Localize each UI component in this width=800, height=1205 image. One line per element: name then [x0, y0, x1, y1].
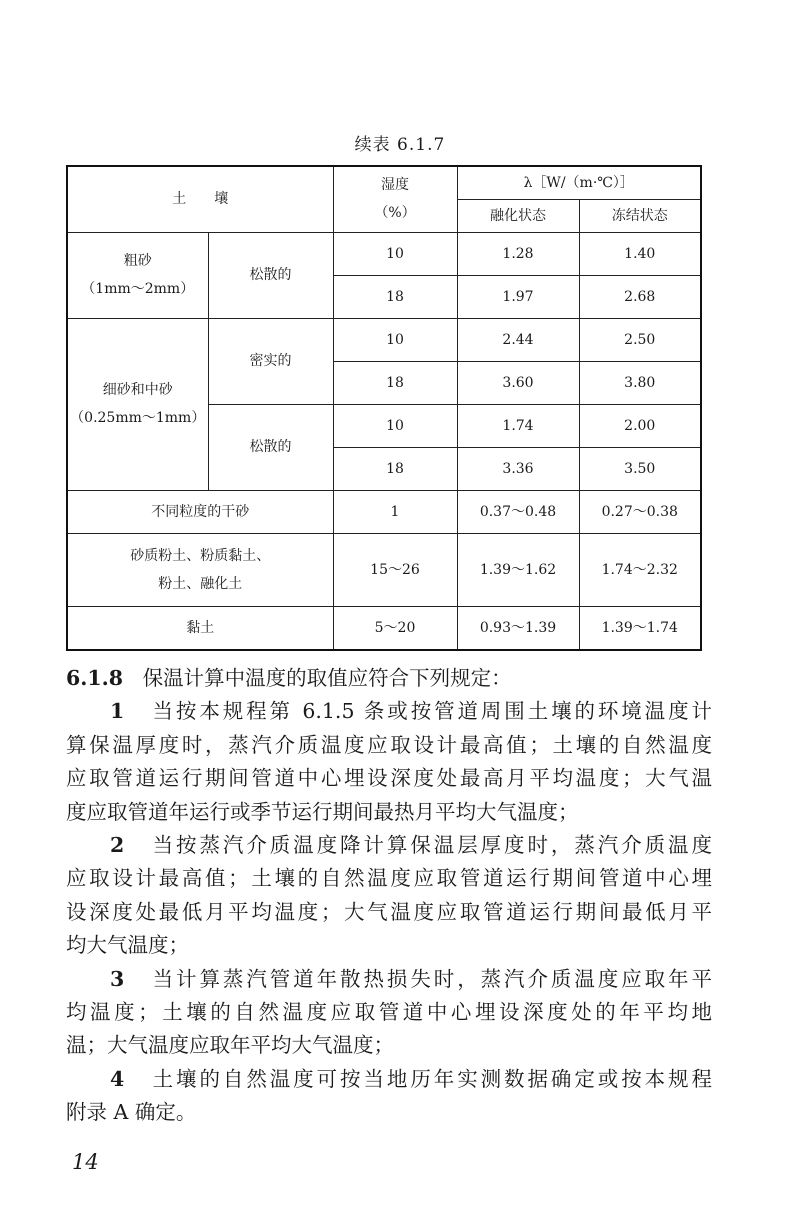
grain-range: （0.25mm～1mm）	[70, 410, 206, 426]
fine-sand-dense-state: 密实的	[208, 318, 333, 404]
cell: 1.39～1.74	[579, 606, 701, 650]
cell: 1	[333, 490, 457, 533]
cell: 2.68	[579, 275, 701, 318]
section-heading	[66, 662, 712, 695]
cell: 1.39～1.62	[457, 533, 579, 606]
clause-1-first-line	[66, 695, 712, 728]
soil-name: 细砂和中砂	[102, 382, 173, 398]
cell: 18	[333, 275, 457, 318]
cell: 1.40	[579, 232, 701, 275]
silty-soil-name	[67, 533, 333, 606]
clause-text: 当按蒸汽介质温度降计算保温层厚度时，蒸汽介质温度	[152, 833, 712, 858]
humidity-unit: （%）	[374, 205, 416, 222]
cell: 5～20	[333, 606, 457, 650]
clause-text: 当按本规程第 6.1.5 条或按管道周围土壤的环境温度计	[152, 699, 712, 724]
cell: 1.28	[457, 232, 579, 275]
clause-3-first-line	[66, 963, 712, 996]
clause-4-first-line	[66, 1063, 712, 1096]
table-caption: 续表 6.1.7	[354, 135, 446, 155]
header-humidity	[333, 166, 457, 232]
clause-3-line: 温；大气温度应取年平均大气温度；	[66, 1033, 394, 1058]
header-frozen: 冻结状态	[579, 199, 701, 232]
clause-text: 当计算蒸汽管道年散热损失时，蒸汽介质温度应取年平	[152, 966, 712, 991]
clause-3-line: 均温度；土壤的自然温度应取管道中心埋设深度处的年平均地	[66, 1000, 712, 1025]
coarse-sand-state: 松散的	[208, 232, 333, 318]
cell: 3.60	[457, 361, 579, 404]
cell: 18	[333, 447, 457, 490]
clause-number: 4	[110, 1066, 125, 1091]
clause-1-line: 算保温厚度时，蒸汽介质温度应取设计最高值；土壤的自然温度	[66, 732, 712, 757]
soil-name-line: 粉土、融化土	[158, 575, 243, 592]
clay-name: 黏土	[67, 606, 333, 650]
page-number: 14	[72, 1150, 99, 1174]
clause-number: 2	[110, 833, 125, 858]
cell: 1.74	[457, 404, 579, 447]
header-soil: 土 壤	[67, 166, 333, 232]
cell: 0.27～0.38	[579, 490, 701, 533]
cell: 10	[333, 318, 457, 361]
cell: 10	[333, 232, 457, 275]
cell: 3.80	[579, 361, 701, 404]
clause-2-first-line	[66, 829, 712, 862]
cell: 2.44	[457, 318, 579, 361]
soil-name: 粗砂	[123, 253, 152, 269]
clause-text: 土壤的自然温度可按当地历年实测数据确定或按本规程	[152, 1066, 712, 1091]
cell: 18	[333, 361, 457, 404]
cell: 2.00	[579, 404, 701, 447]
cell: 3.36	[457, 447, 579, 490]
humidity-label: 湿度	[381, 177, 409, 194]
grain-range: （1mm～2mm）	[81, 281, 195, 297]
cell: 1.97	[457, 275, 579, 318]
cell: 1.74～2.32	[579, 533, 701, 606]
clause-4-line: 附录 A 确定。	[66, 1100, 197, 1125]
header-thawed: 融化状态	[457, 199, 579, 232]
clause-2-line: 均大气温度；	[66, 933, 189, 958]
cell: 2.50	[579, 318, 701, 361]
cell: 3.50	[579, 447, 701, 490]
section-6-1-8	[66, 662, 712, 1130]
fine-sand-name	[67, 318, 208, 490]
soil-name-line: 砂质粉土、粉质黏土、	[130, 547, 271, 564]
cell: 0.37～0.48	[457, 490, 579, 533]
cell: 15～26	[333, 533, 457, 606]
dry-sand-name: 不同粒度的干砂	[67, 490, 333, 533]
header-lambda: λ［W/（m·℃）］	[457, 166, 701, 199]
thermal-conductivity-table	[66, 165, 702, 651]
clause-2-line: 应取设计最高值；土壤的自然温度应取管道运行期间管道中心埋	[66, 866, 712, 891]
cell: 10	[333, 404, 457, 447]
clause-1-line: 度应取管道年运行或季节运行期间最热月平均大气温度；	[66, 799, 579, 824]
section-title: 保温计算中温度的取值应符合下列规定：	[142, 666, 512, 690]
fine-sand-loose-state: 松散的	[208, 404, 333, 490]
section-number: 6.1.8	[66, 666, 124, 690]
clause-number: 1	[110, 699, 125, 724]
cell: 0.93～1.39	[457, 606, 579, 650]
clause-1-line: 应取管道运行期间管道中心埋设深度处最高月平均温度；大气温	[66, 766, 712, 791]
coarse-sand-name	[67, 232, 208, 318]
clause-2-line: 设深度处最低月平均温度；大气温度应取管道运行期间最低月平	[66, 899, 712, 924]
clause-number: 3	[110, 966, 125, 991]
